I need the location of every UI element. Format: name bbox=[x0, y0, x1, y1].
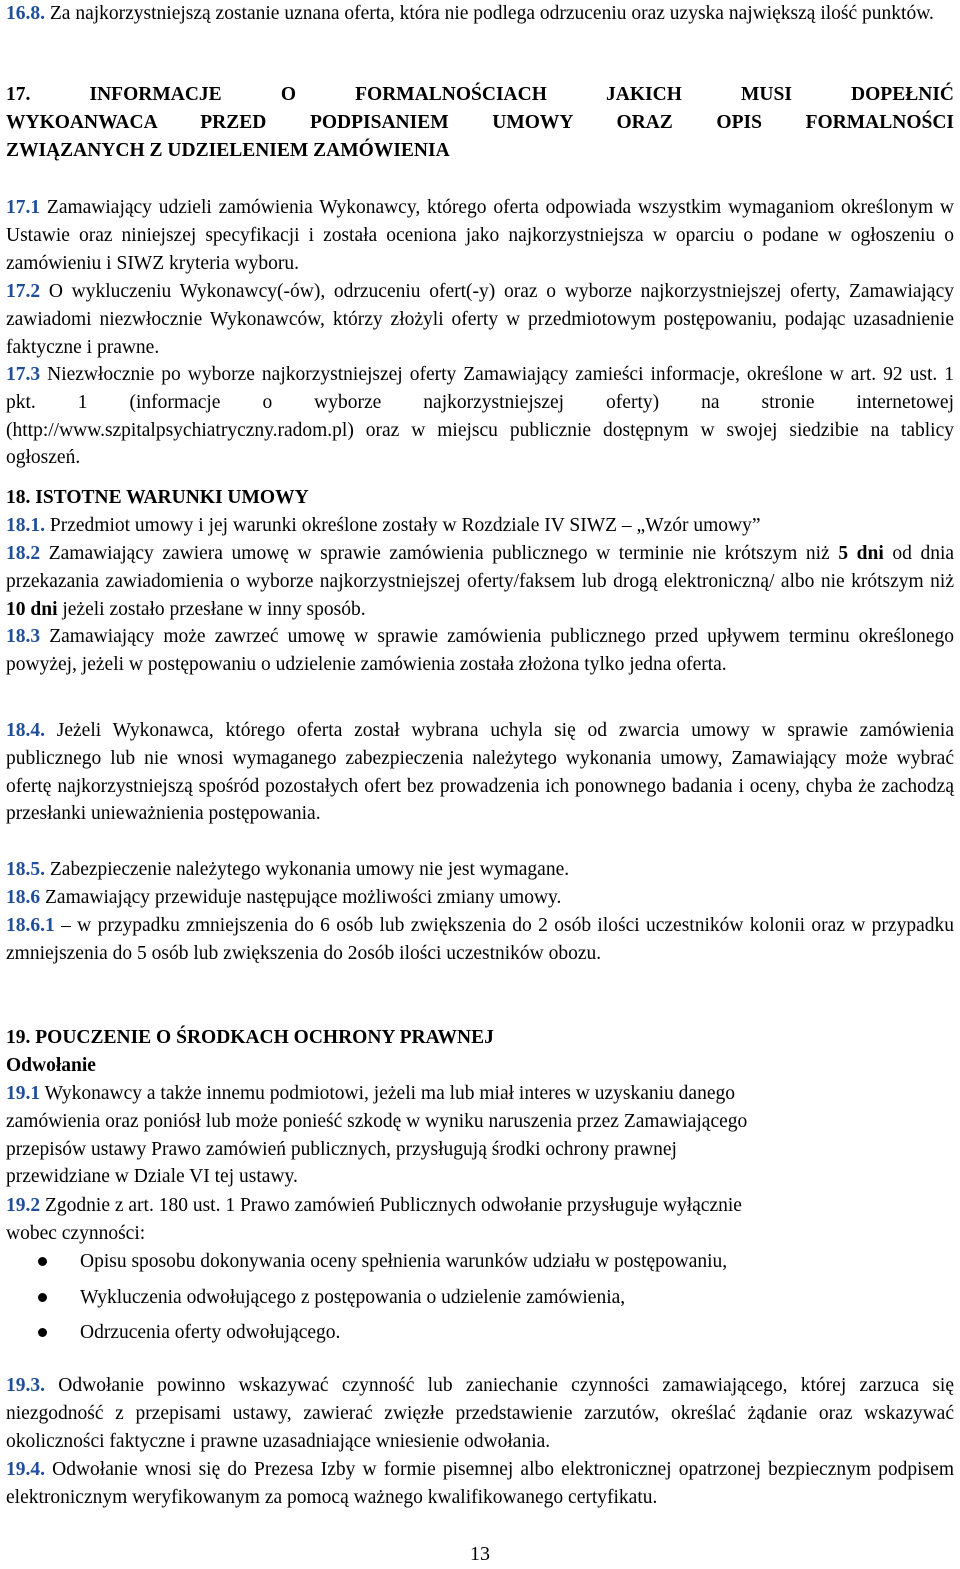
page-number: 13 bbox=[470, 1543, 490, 1565]
section-text: Zamawiający udzieli zamówienia Wykonawcy, którego oferta odpowiada wszystkim wymaganiom określonym w Ustawie oraz niniejszej specyfikacji i została oceniona jako najkorzystniejsza w oparciu o podane w ogłoszeniu o zamówieniu i SIWZ kryteria wyboru. bbox=[6, 197, 954, 274]
list-item bbox=[6, 1244, 727, 1280]
section-number: 16.8. bbox=[6, 3, 45, 24]
section-number: 17.2 bbox=[6, 281, 41, 302]
section-text: Odwołanie wnosi się do Prezesa Izby w formie pisemnej albo elektronicznej opatrzonej bezpiecznym podpisem elektronicznym weryfikowanym za pomocą ważnego kwalifikowanego certyfikatu. bbox=[6, 1459, 954, 1508]
section-number: 18.2 bbox=[6, 543, 41, 564]
section-text: Zamawiający zawiera umowę w sprawie zamówienia publicznego w terminie nie krótszym niż bbox=[40, 543, 839, 564]
section-text: jeżeli zostało przesłane w inny sposób. bbox=[57, 598, 366, 620]
section-17-2 bbox=[6, 278, 954, 361]
list-item-text: Wykluczenia odwołującego z postępowania o udzielenie zamówienia, bbox=[80, 1286, 626, 1308]
section-text: przepisów ustawy Prawo zamówień publicznych, przysługują środki ochrony prawnej bbox=[6, 1138, 677, 1160]
section-text: Jeżeli Wykonawca, którego oferta został wybrana uchyla się od zwarcia umowy w sprawie zamówienia publicznego lub nie wnosi wymaganego zabezpieczenia należytego wykonania umowy, Zamawiający może wybrać ofertę najkorzystniejszą spośród pozostałych ofert bez prowadzenia ich ponownego badania i oceny, chyba że zachodzą przesłanki unieważnienia postępowania. bbox=[6, 720, 954, 825]
heading-18: 18. ISTOTNE WARUNKI UMOWY bbox=[6, 487, 309, 508]
section-19-2 bbox=[6, 1192, 954, 1248]
heading-17-line1: 17. INFORMACJE O FORMALNOŚCIACH JAKICH MUSI DOPEŁNIĆ bbox=[6, 84, 954, 105]
section-17-3 bbox=[6, 361, 954, 472]
list-item-text: Odrzucenia oferty odwołującego. bbox=[80, 1322, 341, 1343]
section-text: Zamawiający może zawrzeć umowę w sprawie zamówienia publicznego przed upływem terminu określonego powyżej, jeżeli w postępowaniu o udzielenie zamówienia została złożona tylko jedna oferta. bbox=[6, 626, 954, 675]
section-text: Zabezpieczenie należytego wykonania umowy nie jest wymagane. bbox=[45, 859, 570, 880]
section-number: 19.1 bbox=[6, 1083, 41, 1104]
section-number: 17.3 bbox=[6, 364, 41, 385]
bullet-icon bbox=[38, 1257, 47, 1266]
section-18-1 bbox=[6, 512, 954, 540]
section-19-1 bbox=[6, 1080, 954, 1191]
bold-term: 10 dni bbox=[6, 598, 58, 620]
section-text: Odwołanie powinno wskazywać czynność lub zaniechanie czynności zamawiającego, której zarzuca się niezgodność z przepisami ustawy, zawierać zwięzłe przedstawienie zarzutów, określać żądanie oraz wskazywać okoliczności faktyczne i prawne uzasadniające wniesienie odwołania. bbox=[6, 1375, 954, 1452]
section-text: zamówienia oraz poniósł lub może ponieść szkodę w wyniku naruszenia przez Zamawiającego bbox=[6, 1110, 748, 1132]
section-18-6 bbox=[6, 884, 954, 912]
section-18-5 bbox=[6, 856, 954, 884]
section-16-8 bbox=[6, 0, 954, 28]
section-number: 18.4. bbox=[6, 720, 45, 741]
section-number: 18.6 bbox=[6, 887, 41, 908]
list-item bbox=[6, 1315, 727, 1351]
section-number: 18.5. bbox=[6, 859, 45, 880]
section-text: od dnia przekazania zawiadomienia o wyborze najkorzystniejszej oferty/faksem lub drogą elektroniczną/ albo nie krótszym niż bbox=[6, 543, 955, 592]
heading-17 bbox=[6, 81, 954, 164]
section-text: Zgodnie z art. 180 ust. 1 Prawo zamówień Publicznych odwołanie przysługuje wyłącznie bbox=[40, 1195, 742, 1216]
section-number: 17.1 bbox=[6, 197, 41, 218]
section-text: Zamawiający przewiduje następujące możliwości zmiany umowy. bbox=[40, 887, 562, 908]
section-text: Wykonawcy a także innemu podmiotowi, jeżeli ma lub miał interes w uzyskaniu danego bbox=[40, 1083, 735, 1104]
section-19-4 bbox=[6, 1456, 954, 1512]
section-text: Niezwłocznie po wyborze najkorzystniejszej oferty Zamawiający zamieści informacje, określone w art. 92 ust. 1 pkt. 1 (informacje o wyborze najkorzystniejszej oferty) na stronie internetowej (http://www.szpitalpsychiatryczny.radom.pl) oraz w miejscu publicznie dostępnym w swojej siedzibie na tablicy ogłoszeń. bbox=[6, 364, 954, 469]
section-text: – w przypadku zmniejszenia do 6 osób lub zwiększenia do 2 osób ilości uczestników kolonii oraz w przypadku zmniejszenia do 5 osób lub zwiększenia do 2osób ilości uczestników obozu. bbox=[6, 915, 954, 964]
section-number: 19.2 bbox=[6, 1195, 41, 1216]
section-number: 19.4. bbox=[6, 1459, 45, 1480]
heading-17-line2: WYKOANWACA PRZED PODPISANIEM UMOWY ORAZ OPIS FORMALNOŚCI bbox=[6, 111, 954, 133]
section-18-4 bbox=[6, 717, 954, 828]
section-text: O wykluczeniu Wykonawcy(-ów), odrzuceniu ofert(-y) oraz o wyborze najkorzystniejszej oferty, Zamawiający zawiadomi niezwłocznie Wykonawców, którzy złożyli oferty w przedmiotowym postępowaniu, podając uzasadnienie faktyczne i prawne. bbox=[6, 281, 954, 358]
bullet-list bbox=[6, 1244, 727, 1351]
bullet-icon bbox=[38, 1293, 47, 1302]
list-item bbox=[6, 1280, 727, 1316]
section-19-3 bbox=[6, 1372, 954, 1455]
section-18-6-1 bbox=[6, 912, 954, 968]
section-number: 18.6.1 bbox=[6, 915, 55, 936]
section-18-3 bbox=[6, 623, 954, 679]
section-number: 18.1. bbox=[6, 515, 45, 536]
list-item-text: Opisu sposobu dokonywania oceny spełnienia warunków udziału w postępowaniu, bbox=[80, 1251, 728, 1272]
subheading-odwolanie: Odwołanie bbox=[6, 1055, 96, 1076]
heading-19: 19. POUCZENIE O ŚRODKACH OCHRONY PRAWNEJ bbox=[6, 1027, 494, 1048]
section-text: przewidziane w Dziale VI tej ustawy. bbox=[6, 1166, 298, 1188]
section-number: 18.3 bbox=[6, 626, 41, 647]
section-text: Za najkorzystniejszą zostanie uznana oferta, która nie podlega odrzuceniu oraz uzyska największą ilość punktów. bbox=[45, 3, 934, 24]
section-text: Przedmiot umowy i jej warunki określone zostały w Rozdziale IV SIWZ – „Wzór umowy” bbox=[45, 515, 761, 536]
section-number: 19.3. bbox=[6, 1375, 45, 1396]
section-text: wobec czynności: bbox=[6, 1222, 146, 1244]
section-17-1 bbox=[6, 194, 954, 277]
bold-term: 5 dni bbox=[838, 543, 884, 564]
bullet-icon bbox=[38, 1328, 47, 1337]
section-18-2 bbox=[6, 540, 954, 623]
heading-17-line3: ZWIĄZANYCH Z UDZIELENIEM ZAMÓWIENIA bbox=[6, 139, 450, 161]
